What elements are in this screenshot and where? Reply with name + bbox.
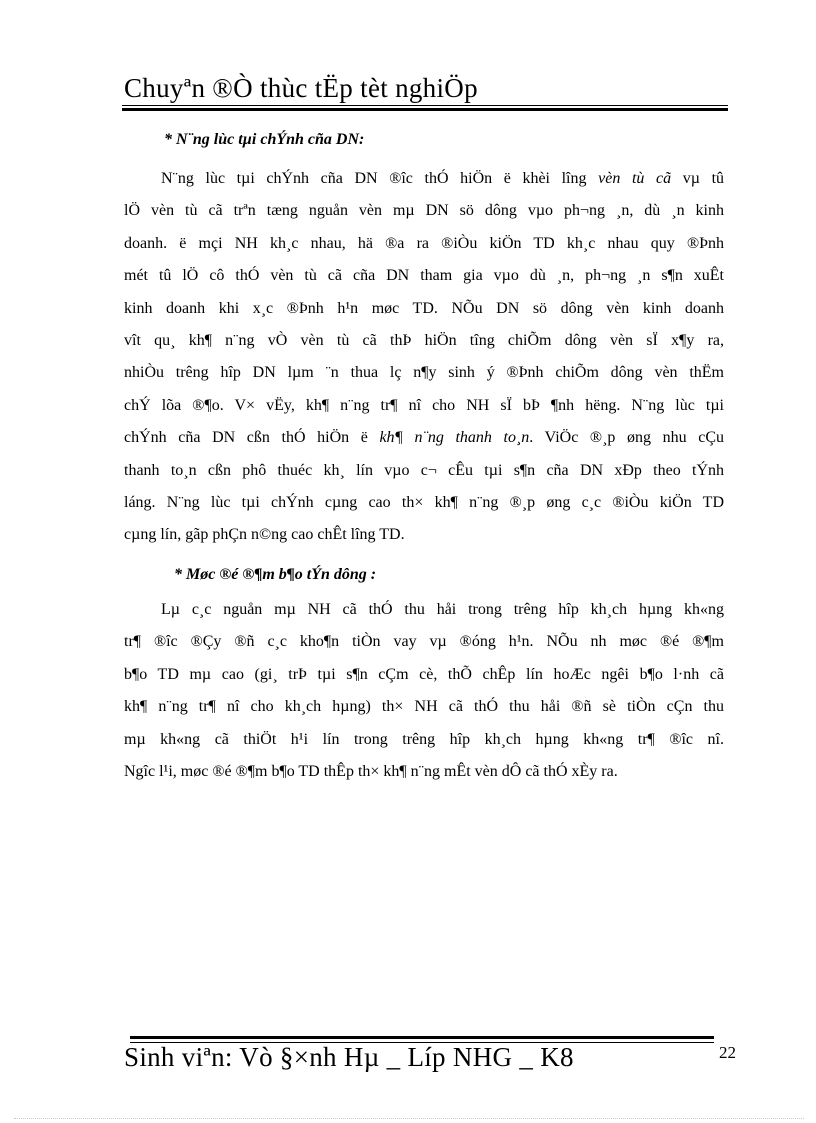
paragraph-line: chÝ lõa ®¶o. V× vËy, kh¶ n¨ng tr¶ nî cho NH sÏ bÞ ¶nh hëng. N¨ng lùc tµi: [124, 396, 724, 414]
page-edge-divider: [14, 1118, 804, 1119]
text-run: chÝnh cña DN cßn thÓ hiÖn ë: [124, 429, 368, 447]
text-run: N¨ng lùc tµi chÝnh cña DN ®îc thÓ hiÖn ë khèi lîng: [161, 170, 587, 187]
footer-rule-thick: [130, 1036, 714, 1039]
italic-text-run: kh¶ n¨ng thanh to¸n: [379, 429, 530, 447]
section-heading-credit-guarantee: * Møc ®é ®¶m b¶o tÝn dông :: [174, 566, 377, 583]
paragraph-financial-capacity: [124, 163, 724, 552]
paragraph-line: cµng lín, gãp phÇn n©ng cao chÊt lîng TD.: [124, 526, 405, 544]
paragraph-line: [124, 422, 724, 454]
paragraph-credit-guarantee: [124, 594, 724, 788]
page-number: 22: [719, 1043, 736, 1062]
paragraph-line: kinh doanh khi x¸c ®Þnh h¹n møc TD. NÕu DN sö dông vèn kinh doanh: [124, 299, 724, 317]
paragraph-line: nhiÒu trêng hîp DN lµm ¨n thua lç n¶y sinh ý ®Þnh chiÕm dông vèn thËm: [124, 364, 724, 382]
text-run: . ViÖc ®¸p øng nhu cÇu: [529, 429, 724, 447]
paragraph-line: Ngîc l¹i, møc ®é ®¶m b¶o TD thÊp th× kh¶ n¨ng mÊt vèn dÔ cã thÓ xÈy ra.: [124, 763, 618, 781]
paragraph-line: lÖ vèn tù cã trªn tæng nguån vèn mµ DN sö dông vµo ph¬ng ¸n, dù ¸n kinh: [124, 202, 724, 220]
paragraph-line: mét tû lÖ cô thÓ vèn tù cã cña DN tham gia vµo dù ¸n, ph¬ng ¸n s¶n xuÊt: [124, 267, 724, 285]
header-rule-thin: [122, 105, 728, 106]
header-rule-thick: [122, 108, 728, 111]
paragraph-line: [124, 163, 724, 195]
paragraph-line: doanh. ë mçi NH kh¸c nhau, hä ®a ra ®iÒu kiÖn TD kh¸c nhau quy ®Þnh: [124, 234, 724, 252]
text-run: vµ tû: [682, 170, 725, 187]
section-heading-financial-capacity: * N¨ng lùc tµi chÝnh cña DN:: [164, 131, 365, 148]
paragraph-line: mµ kh«ng cã thiÖt h¹i lín trong trêng hîp kh¸ch hµng kh«ng tr¶ ®îc nî.: [124, 730, 724, 748]
footer-author: Sinh viªn: Vò §×nh Hµ _ Líp NHG _ K8: [124, 1042, 574, 1072]
paragraph-line: b¶o TD mµ cao (gi¸ trÞ tµi s¶n cÇm cè, thÕ chÊp lín hoÆc ngêi b¶o l·nh cã: [124, 665, 724, 683]
italic-text-run: vèn tù cã: [598, 170, 672, 187]
paragraph-line: láng. N¨ng lùc tµi chÝnh cµng cao th× kh¶ n¨ng ®¸p øng c¸c ®iÒu kiÖn TD: [124, 494, 724, 512]
paragraph-line: kh¶ n¨ng tr¶ nî cho kh¸ch hµng) th× NH cã thÓ thu håi ®ñ sè tiÒn cÇn thu: [124, 698, 724, 716]
paragraph-line: thanh to¸n cßn phô thuéc kh¸ lín vµo c¬ cÊu tµi s¶n cña DN xÐp theo tÝnh: [124, 461, 724, 479]
paragraph-line: vît qu¸ kh¶ n¨ng vÒ vèn tù cã thÞ hiÖn tîng chiÕm dông vèn sÏ x¶y ra,: [124, 332, 724, 350]
header-title: Chuyªn ®Ò thùc tËp tèt nghiÖp: [124, 73, 478, 103]
paragraph-line: Lµ c¸c nguån mµ NH cã thÓ thu håi trong trêng hîp kh¸ch hµng kh«ng: [161, 601, 724, 618]
paragraph-line: tr¶ ®îc ®Çy ®ñ c¸c kho¶n tiÒn vay vµ ®óng h¹n. NÕu nh møc ®é ®¶m: [124, 633, 724, 651]
